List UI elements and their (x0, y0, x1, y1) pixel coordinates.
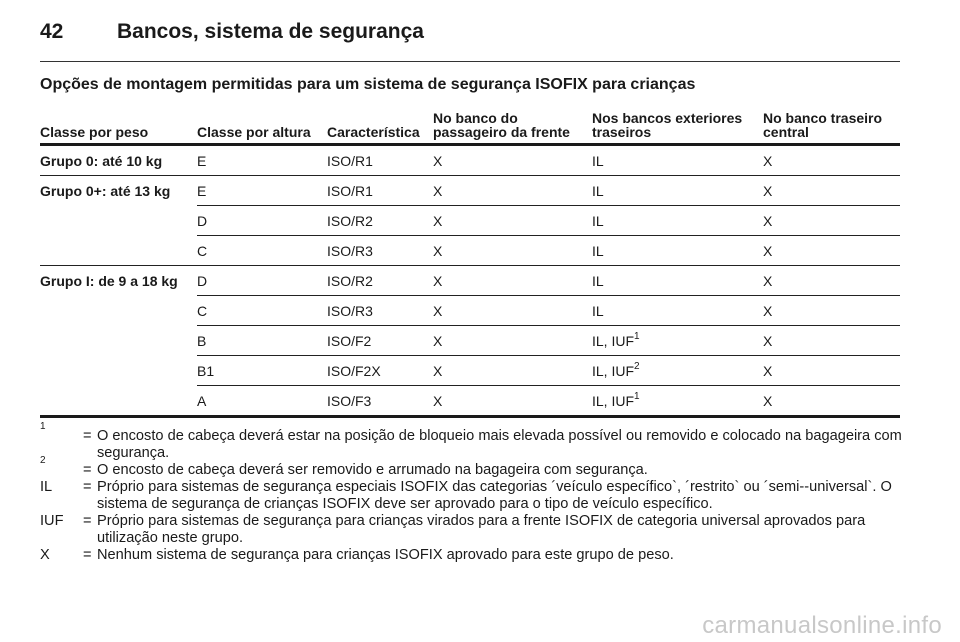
footnote-key (40, 513, 83, 530)
cell-height-class: C (197, 236, 327, 266)
table-row (40, 266, 900, 296)
footnotes (40, 421, 910, 564)
cell-rear-outer (592, 296, 763, 326)
footnote-key (40, 455, 83, 479)
cell-rear-outer (592, 176, 763, 206)
cell-weight-class (40, 206, 197, 236)
page-title: Bancos, sistema de segurança (117, 20, 424, 43)
footnote-text: O encosto de cabeça deverá estar na posição de bloqueio mais elevada possível ou removido e colocado na bagageira com segurança. (97, 428, 902, 461)
column-header: Característica (327, 104, 433, 145)
footnote-equals: = (83, 547, 92, 563)
cell-rear-center: X (763, 236, 900, 266)
cell-height-class: A (197, 386, 327, 417)
cell-characteristic: ISO/F2 (327, 326, 433, 356)
cell-weight-class: Grupo I: de 9 a 18 kg (40, 272, 178, 289)
cell-front-passenger: X (433, 386, 592, 417)
footnote-key-text: IL (40, 479, 53, 495)
cell-rear-center: X (763, 356, 900, 386)
table-row (40, 386, 900, 417)
cell-front-passenger: X (433, 356, 592, 386)
table-row (40, 326, 900, 356)
column-header: Nos bancos exteriores traseiros (592, 104, 763, 145)
cell-weight-class: Grupo 0: até 10 kg (40, 145, 197, 176)
footnote-item (40, 513, 910, 547)
cell-weight-class: Grupo 0+: até 13 kg (40, 182, 171, 199)
header-divider (40, 61, 900, 62)
cell-rear-center: X (763, 296, 900, 326)
footnote-key-text: IUF (40, 513, 64, 529)
cell-rear-outer-text: IL (592, 212, 604, 229)
footnote-text: O encosto de cabeça deverá ser removido e arrumado na bagageira com segurança. (97, 462, 648, 478)
cell-characteristic: ISO/R1 (327, 176, 433, 206)
cell-rear-outer-text: IL, IUF (592, 332, 635, 349)
footnote-key-sup: 1 (40, 421, 46, 433)
footnote-equals: = (83, 479, 92, 495)
table-row (40, 206, 900, 236)
cell-front-passenger: X (433, 145, 592, 176)
table-row (40, 356, 900, 386)
footnote-key (40, 547, 83, 564)
cell-height-class: D (197, 266, 327, 296)
cell-rear-center: X (763, 176, 900, 206)
cell-weight-class (40, 326, 197, 356)
column-header: Classe por altura (197, 104, 327, 145)
cell-weight-class (40, 356, 197, 386)
footnote-ref: 1 (634, 330, 640, 342)
cell-characteristic: ISO/R2 (327, 266, 433, 296)
cell-front-passenger: X (433, 206, 592, 236)
section-title: Opções de montagem permitidas para um sistema de segurança ISOFIX para crianças (40, 76, 696, 93)
cell-rear-outer (592, 326, 763, 356)
cell-rear-center: X (763, 206, 900, 236)
isofix-table (40, 104, 900, 418)
table-row (40, 145, 900, 176)
cell-rear-outer (592, 236, 763, 266)
cell-rear-outer (592, 145, 763, 176)
footnote-ref: 2 (634, 360, 640, 372)
column-header: No banco traseiro central (763, 104, 900, 145)
cell-height-class: E (197, 176, 327, 206)
footnote-item (40, 479, 910, 513)
cell-characteristic: ISO/F2X (327, 356, 433, 386)
footnote-key (40, 479, 83, 496)
table-row (40, 236, 900, 266)
cell-height-class: D (197, 206, 327, 236)
footnote-text: Próprio para sistemas de segurança especiais ISOFIX das categorias ´veículo específico`, ´restrito` ou ´semi--universal`. O sistema de segurança de crianças ISOFIX deve ser aprovado para o tipo de veículo específico. (97, 479, 892, 512)
cell-front-passenger: X (433, 236, 592, 266)
column-header: Classe por peso (40, 104, 197, 145)
footnote-key-sup: 2 (40, 455, 46, 467)
footnote-equals: = (83, 428, 92, 444)
cell-rear-outer-text: IL (592, 272, 604, 289)
cell-weight-class (40, 236, 197, 266)
cell-front-passenger: X (433, 266, 592, 296)
cell-rear-outer (592, 206, 763, 236)
cell-height-class: B (197, 326, 327, 356)
cell-rear-center: X (763, 145, 900, 176)
footnote-key-text: X (40, 547, 50, 563)
footnote-key (40, 421, 83, 445)
cell-rear-outer (592, 266, 763, 296)
table-row (40, 176, 900, 206)
cell-rear-outer-text: IL (592, 302, 604, 319)
cell-front-passenger: X (433, 296, 592, 326)
cell-rear-outer-text: IL (592, 242, 604, 259)
cell-front-passenger: X (433, 176, 592, 206)
page-number: 42 (40, 20, 64, 43)
footnote-item (40, 455, 910, 479)
cell-weight-class (40, 296, 197, 326)
footnote-text: Nenhum sistema de segurança para crianças ISOFIX aprovado para este grupo de peso. (97, 547, 674, 563)
cell-rear-outer-text: IL (592, 182, 604, 199)
footnote-equals: = (83, 462, 92, 478)
cell-rear-outer (592, 386, 763, 417)
page-header (40, 20, 900, 56)
footnote-equals: = (83, 513, 92, 529)
footnote-item (40, 421, 910, 462)
cell-height-class: C (197, 296, 327, 326)
watermark: carmanualsonline.info (702, 612, 942, 639)
cell-rear-center: X (763, 386, 900, 417)
footnote-item (40, 547, 910, 564)
cell-weight-class (40, 386, 197, 417)
cell-rear-center: X (763, 266, 900, 296)
cell-height-class: E (197, 145, 327, 176)
cell-front-passenger: X (433, 326, 592, 356)
cell-characteristic: ISO/R3 (327, 236, 433, 266)
footnote-ref: 1 (634, 390, 640, 402)
cell-rear-outer-text: IL, IUF (592, 362, 635, 379)
cell-rear-outer-text: IL, IUF (592, 392, 635, 409)
cell-characteristic: ISO/F3 (327, 386, 433, 417)
cell-rear-outer (592, 356, 763, 386)
cell-rear-center: X (763, 326, 900, 356)
table-row (40, 296, 900, 326)
table-header-row (40, 104, 900, 145)
cell-rear-outer-text: IL (592, 152, 604, 169)
footnote-text: Próprio para sistemas de segurança para crianças virados para a frente ISOFIX de categoria universal aprovados para utilização neste grupo. (97, 513, 866, 546)
cell-characteristic: ISO/R2 (327, 206, 433, 236)
column-header: No banco do passageiro da frente (433, 104, 592, 145)
cell-characteristic: ISO/R3 (327, 296, 433, 326)
cell-height-class: B1 (197, 356, 327, 386)
cell-characteristic: ISO/R1 (327, 145, 433, 176)
